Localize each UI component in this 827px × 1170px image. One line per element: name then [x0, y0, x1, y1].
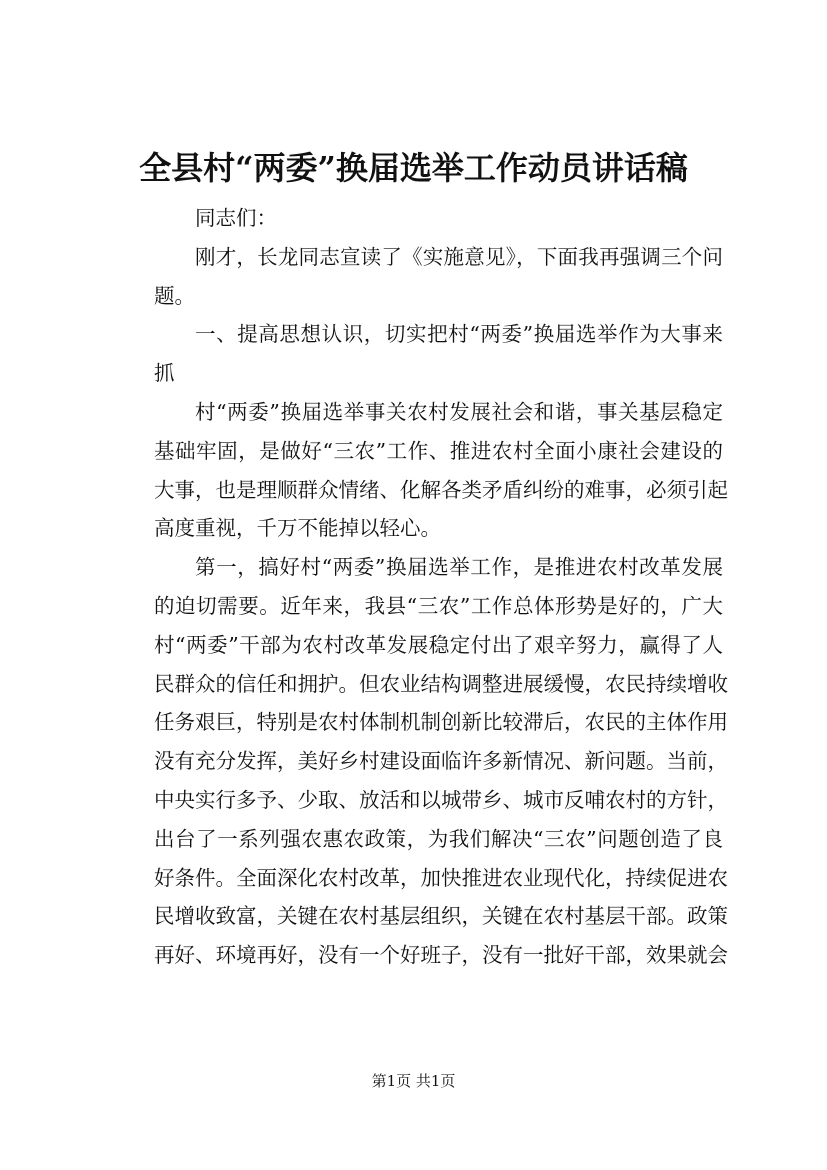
text-line: 中央实行多予、少取、放活和以城带乡、城市反哺农村的方针，	[154, 787, 728, 812]
paragraph-point-one	[113, 548, 728, 975]
text-line: 同志们：	[195, 206, 277, 230]
paragraph-intro	[113, 238, 723, 316]
text-line: 刚才，长龙同志宣读了《实施意见》，下面我再强调三个问	[195, 244, 723, 269]
text-line: 民增收致富，关键在农村基层组织，关键在农村基层干部。政策	[154, 904, 728, 929]
document-body	[113, 199, 728, 975]
page-number-footer: 第1页 共1页	[371, 1072, 456, 1090]
text-line: 的迫切需要。近年来，我县“三农”工作总体形势是好的，广大	[154, 593, 723, 618]
text-line: 题。	[154, 283, 195, 308]
text-line: 第一，搞好村“两委”换届选举工作，是推进农村改革发展	[195, 555, 723, 580]
text-line: 基础牢固，是做好“三农”工作、推进农村全面小康社会建设的	[154, 438, 723, 463]
paragraph-heading-one	[113, 315, 723, 393]
text-line: 任务艰巨，特别是农村体制机制创新比较滞后，农民的主体作用	[154, 710, 728, 735]
text-line: 没有充分发挥，美好乡村建设面临许多新情况、新问题。当前，	[154, 749, 728, 774]
text-line: 再好、环境再好，没有一个好班子，没有一批好干部，效果就会	[154, 943, 728, 968]
paragraph-greeting	[113, 199, 723, 238]
text-line: 村“两委”干部为农村改革发展稳定付出了艰辛努力，赢得了人	[154, 632, 723, 657]
text-line: 出台了一系列强农惠农政策，为我们解决“三农”问题创造了良	[154, 826, 723, 851]
text-line: 高度重视，千万不能掉以轻心。	[154, 516, 441, 541]
text-line: 民群众的信任和拥护。但农业结构调整进展缓慢，农民持续增收	[154, 671, 728, 696]
document-title: 全县村“两委”换届选举工作动员讲话稿	[139, 149, 688, 187]
text-line: 抓	[154, 361, 175, 386]
text-line: 大事，也是理顺群众情绪、化解各类矛盾纠纷的难事，必须引起	[154, 477, 728, 502]
text-line: 一、提高思想认识，切实把村“两委”换届选举作为大事来	[195, 322, 723, 347]
text-line: 村“两委”换届选举事关农村发展社会和谐，事关基层稳定	[195, 399, 723, 424]
paragraph-importance	[113, 393, 728, 548]
text-line: 好条件。全面深化农村改革，加快推进农业现代化，持续促进农	[154, 865, 728, 890]
